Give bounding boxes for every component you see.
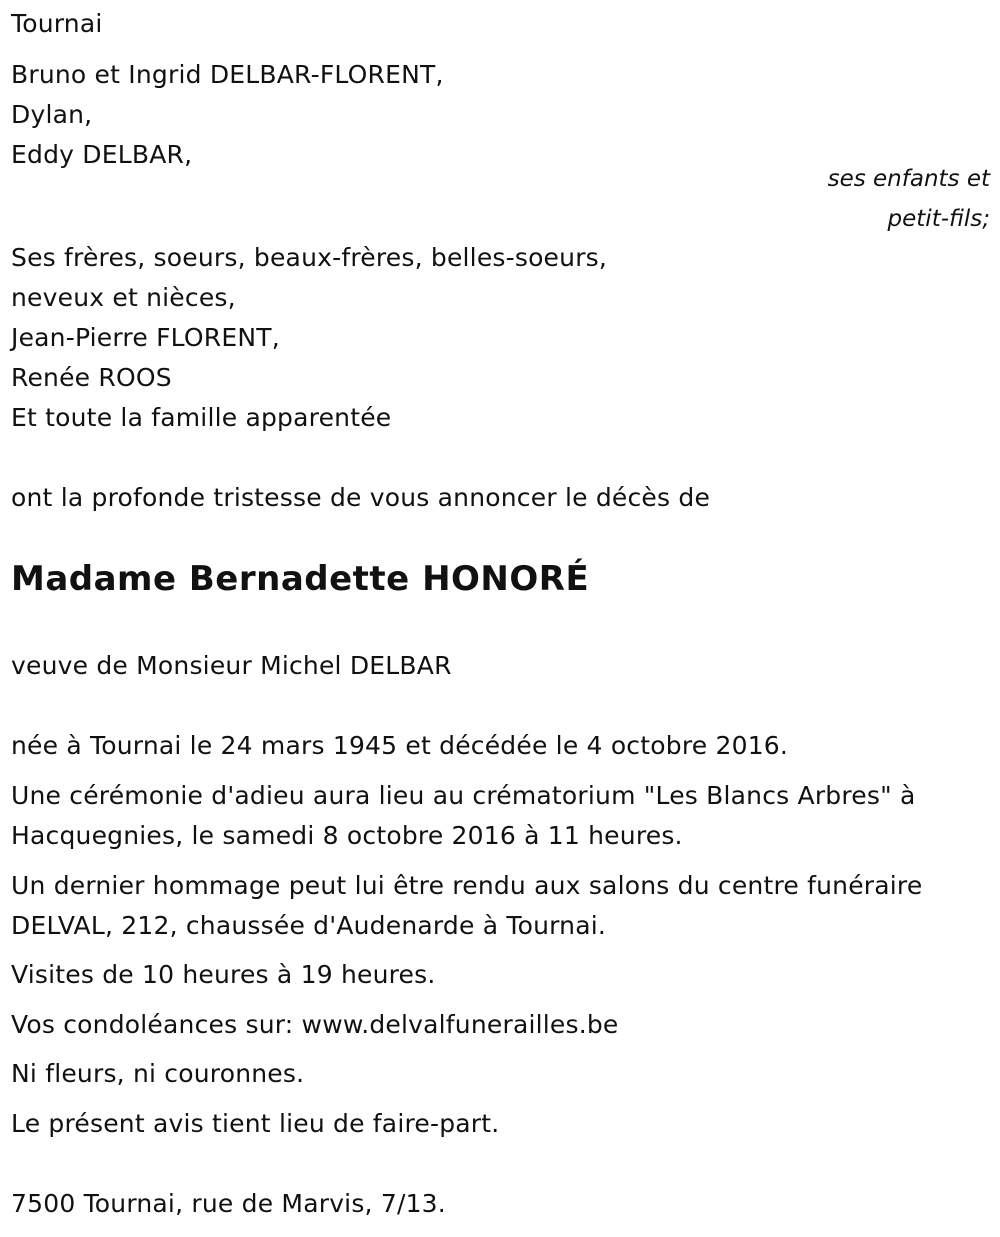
child-line-1: Bruno et Ingrid DELBAR-FLORENT,	[11, 60, 444, 89]
announcement-text: ont la profonde tristesse de vous annoncer le décès de	[11, 483, 711, 512]
family-line-4: Renée ROOS	[11, 363, 172, 392]
visiting-hours: Visites de 10 heures à 19 heures.	[11, 960, 436, 989]
family-line-2: neveux et nièces,	[11, 283, 236, 312]
faire-part-note: Le présent avis tient lieu de faire-part.	[11, 1109, 500, 1138]
family-line-5: Et toute la famille apparentée	[11, 403, 392, 432]
flowers-note: Ni fleurs, ni couronnes.	[11, 1059, 305, 1088]
birth-death-dates: née à Tournai le 24 mars 1945 et décédée le 4 octobre 2016.	[11, 731, 789, 760]
children-role-line-2: petit-fils;	[887, 206, 990, 232]
ceremony-line-1: Une cérémonie d'adieu aura lieu au crématorium "Les Blancs Arbres" à	[11, 781, 916, 810]
homage-line-2: DELVAL, 212, chaussée d'Audenarde à Tournai.	[11, 911, 607, 940]
deceased-name: Madame Bernadette HONORÉ	[11, 559, 590, 599]
child-line-2: Dylan,	[11, 100, 93, 129]
family-line-3: Jean-Pierre FLORENT,	[11, 323, 280, 352]
condolences-link-text: Vos condoléances sur: www.delvalfunerailles.be	[11, 1010, 619, 1039]
children-role-line-1: ses enfants et	[827, 166, 990, 192]
ceremony-line-2: Hacquegnies, le samedi 8 octobre 2016 à 11 heures.	[11, 821, 683, 850]
widow-of-text: veuve de Monsieur Michel DELBAR	[11, 651, 452, 680]
homage-line-1: Un dernier hommage peut lui être rendu aux salons du centre funéraire	[11, 871, 923, 900]
child-line-3: Eddy DELBAR,	[11, 140, 193, 169]
address-text: 7500 Tournai, rue de Marvis, 7/13.	[11, 1189, 446, 1218]
family-line-1: Ses frères, soeurs, beaux-frères, belles-soeurs,	[11, 243, 608, 272]
city-heading: Tournai	[11, 9, 103, 38]
